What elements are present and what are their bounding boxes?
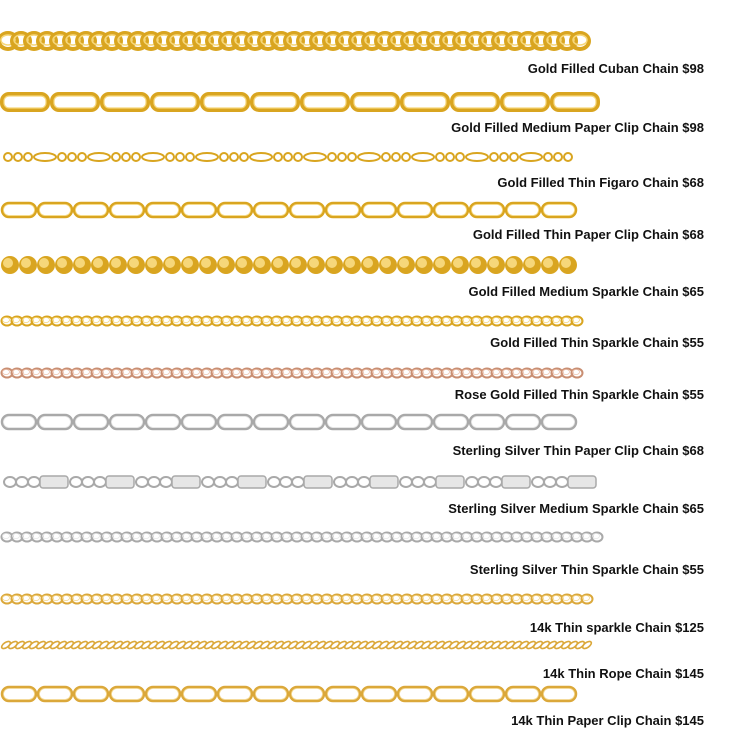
chain-label-14k-thin-sparkle: 14k Thin sparkle Chain $125 xyxy=(529,620,704,635)
chain-label-medium-paperclip-gold: Gold Filled Medium Paper Clip Chain $98 xyxy=(451,120,704,135)
chain-label-14k-rope: 14k Thin Rope Chain $145 xyxy=(542,666,704,681)
chain-label-thin-paperclip-silver: Sterling Silver Thin Paper Clip Chain $68 xyxy=(452,443,704,458)
chain-label-14k-paperclip: 14k Thin Paper Clip Chain $145 xyxy=(511,713,704,728)
chain-illustration-5 xyxy=(2,317,583,326)
chain-label-thin-sparkle-rose: Rose Gold Filled Thin Sparkle Chain $55 xyxy=(454,387,704,402)
chain-label-medium-sparkle-silver: Sterling Silver Medium Sparkle Chain $65 xyxy=(448,501,704,516)
chain-label-medium-sparkle-gold: Gold Filled Medium Sparkle Chain $65 xyxy=(468,284,704,299)
chain-illustration-10 xyxy=(2,595,593,604)
chain-illustration-0 xyxy=(0,33,589,49)
chain-illustration-9 xyxy=(2,533,603,542)
chain-illustration-8 xyxy=(4,476,596,488)
chain-label-figaro-gold: Gold Filled Thin Figaro Chain $68 xyxy=(497,175,704,190)
chain-illustration-6 xyxy=(2,369,583,378)
chain-label-thin-paperclip-gold: Gold Filled Thin Paper Clip Chain $68 xyxy=(472,227,704,242)
chain-illustration-1 xyxy=(2,94,598,110)
chain-label-thin-sparkle-gold: Gold Filled Thin Sparkle Chain $55 xyxy=(490,335,704,350)
chain-illustration-11 xyxy=(0,640,592,650)
chain-illustration-4 xyxy=(1,256,577,274)
chain-illustration-12 xyxy=(2,687,576,701)
chain-illustration-2 xyxy=(4,153,572,161)
chain-label-cuban-gold: Gold Filled Cuban Chain $98 xyxy=(527,61,704,76)
chain-label-thin-sparkle-silver: Sterling Silver Thin Sparkle Chain $55 xyxy=(469,562,704,577)
chain-illustration-3 xyxy=(2,203,576,217)
chain-illustration-7 xyxy=(2,415,576,429)
